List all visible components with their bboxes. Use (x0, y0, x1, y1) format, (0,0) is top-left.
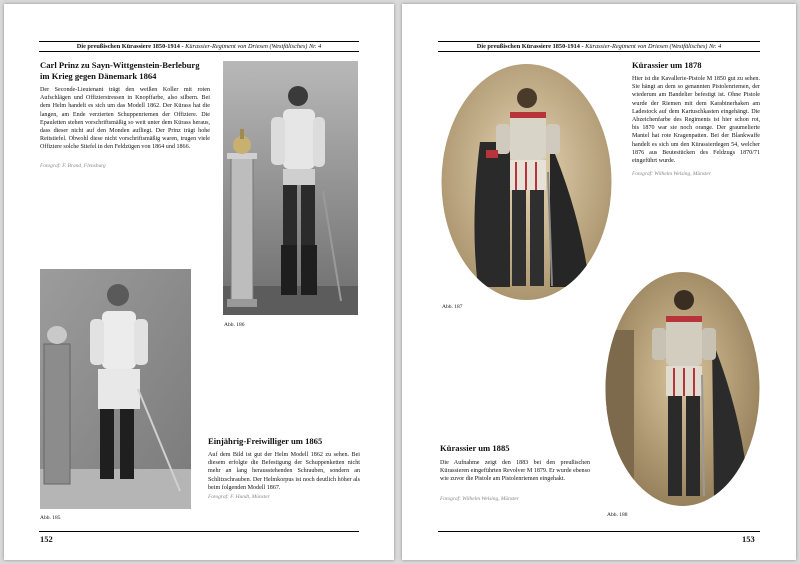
running-header-left: Die preußischen Kürassiere 1850-1914 - Kürassier-Regiment von Driesen (Westfälisches) Nr. 4 (39, 41, 359, 52)
photo-officer-with-helmet (223, 61, 358, 315)
article-body-1885: Die Aufnahme zeigt den 1883 bei den preußischen Kürassieren eingeführten Revolver M 1879. Er wurde ebenso wie zuvor die Pistole am Pistolenriemen eingehakt. (440, 460, 590, 483)
figure-caption-188: Abb. 188 (607, 512, 628, 518)
figure-caption-187: Abb. 187 (442, 304, 463, 310)
article-body-prinz: Der Seconde-Lieutenant trägt den weißen Koller mit roten Aufschlägen und Offizierstressen in Knopffarbe, also silbern. Bei dem Helm handelt es sich um das Modell 1862. Der Kürass hat die langen, am Ende verzierten Schuppenriemen der Offiziere. Die Epauletten stehen vorschriftsmäßig so weit unter dem Kürass heraus, dass dieser nicht auf den Monden aufliegt. Der Prinz trägt hohe Reitstiefel. Obwohl diese nicht vorschriftsmäßig waren, trugen viele Offiziere solche Stiefel in den Feldzügen von 1864 und 1866. (40, 87, 210, 151)
article-title-prinz: Carl Prinz zu Sayn-Wittgenstein-Berleburg im Krieg gegen Dänemark 1864 (40, 60, 200, 81)
page-number-left: 152 (40, 534, 53, 544)
figure-caption-185: Abb. 185 (40, 515, 61, 521)
photo-cuirassier-1885 (604, 270, 761, 508)
footer-rule-left (39, 531, 359, 532)
photo-credit-welsing-2: Fotograf: Wilhelm Welsing, Münster (440, 496, 519, 502)
left-page (4, 4, 394, 560)
right-page (402, 4, 796, 560)
footer-rule-right (438, 531, 760, 532)
article-title-einjaehrig: Einjährig-Freiwilliger um 1865 (208, 436, 323, 446)
page-number-right: 153 (742, 534, 755, 544)
article-body-1878: Hier ist die Kavallerie-Pistole M 1850 gut zu sehen. Sie hängt an dem so genannten Pistolenriemen, der wiederum am Bandelier befestigt ist. Ohne Pistole wurde der Riemen mit dem Karabinerhaken am Ladestock auf dem Kartuschkasten eingehängt. Die Abzeichenfarbe des Regiments ist hier schon rot, bis 1870 war sie noch orange. Der graumelierte Mantel hat rote Kragenpatten. Bei der Blankwaffe handelt es sich um den Kürassierdegen 54, welcher 1876 aus Beutestücken des Feldzugs 1870/71 eingeführt wurde. (632, 76, 760, 165)
photo-credit-welsing-1: Fotograf: Wilhelm Welsing, Münster (632, 171, 711, 177)
photo-credit-brand: Fotograf: F. Brand, Flensburg (40, 163, 106, 169)
article-title-1885: Kürassier um 1885 (440, 443, 510, 453)
running-header-right: Die preußischen Kürassiere 1850-1914 - Kürassier-Regiment von Driesen (Westfälisches) Nr. 4 (438, 41, 760, 52)
photo-volunteer-with-saber (40, 269, 191, 509)
figure-caption-186: Abb. 186 (224, 322, 245, 328)
photo-cuirassier-1878 (440, 62, 613, 302)
article-body-einjaehrig: Auf dem Bild ist gut der Helm Modell 1862 zu sehen. Bei diesem erfolgte die Befestigung der Schuppenketten nicht mehr an lang herausstehenden Schrauben, sondern an Schlitzschrauben. Der Helmkorpus ist noch deutlich höher als beim folgenden Modell 1867. (208, 452, 360, 491)
article-title-1878: Kürassier um 1878 (632, 60, 702, 70)
photo-credit-hundt: Fotograf: F. Hundt, Münster (208, 494, 270, 500)
